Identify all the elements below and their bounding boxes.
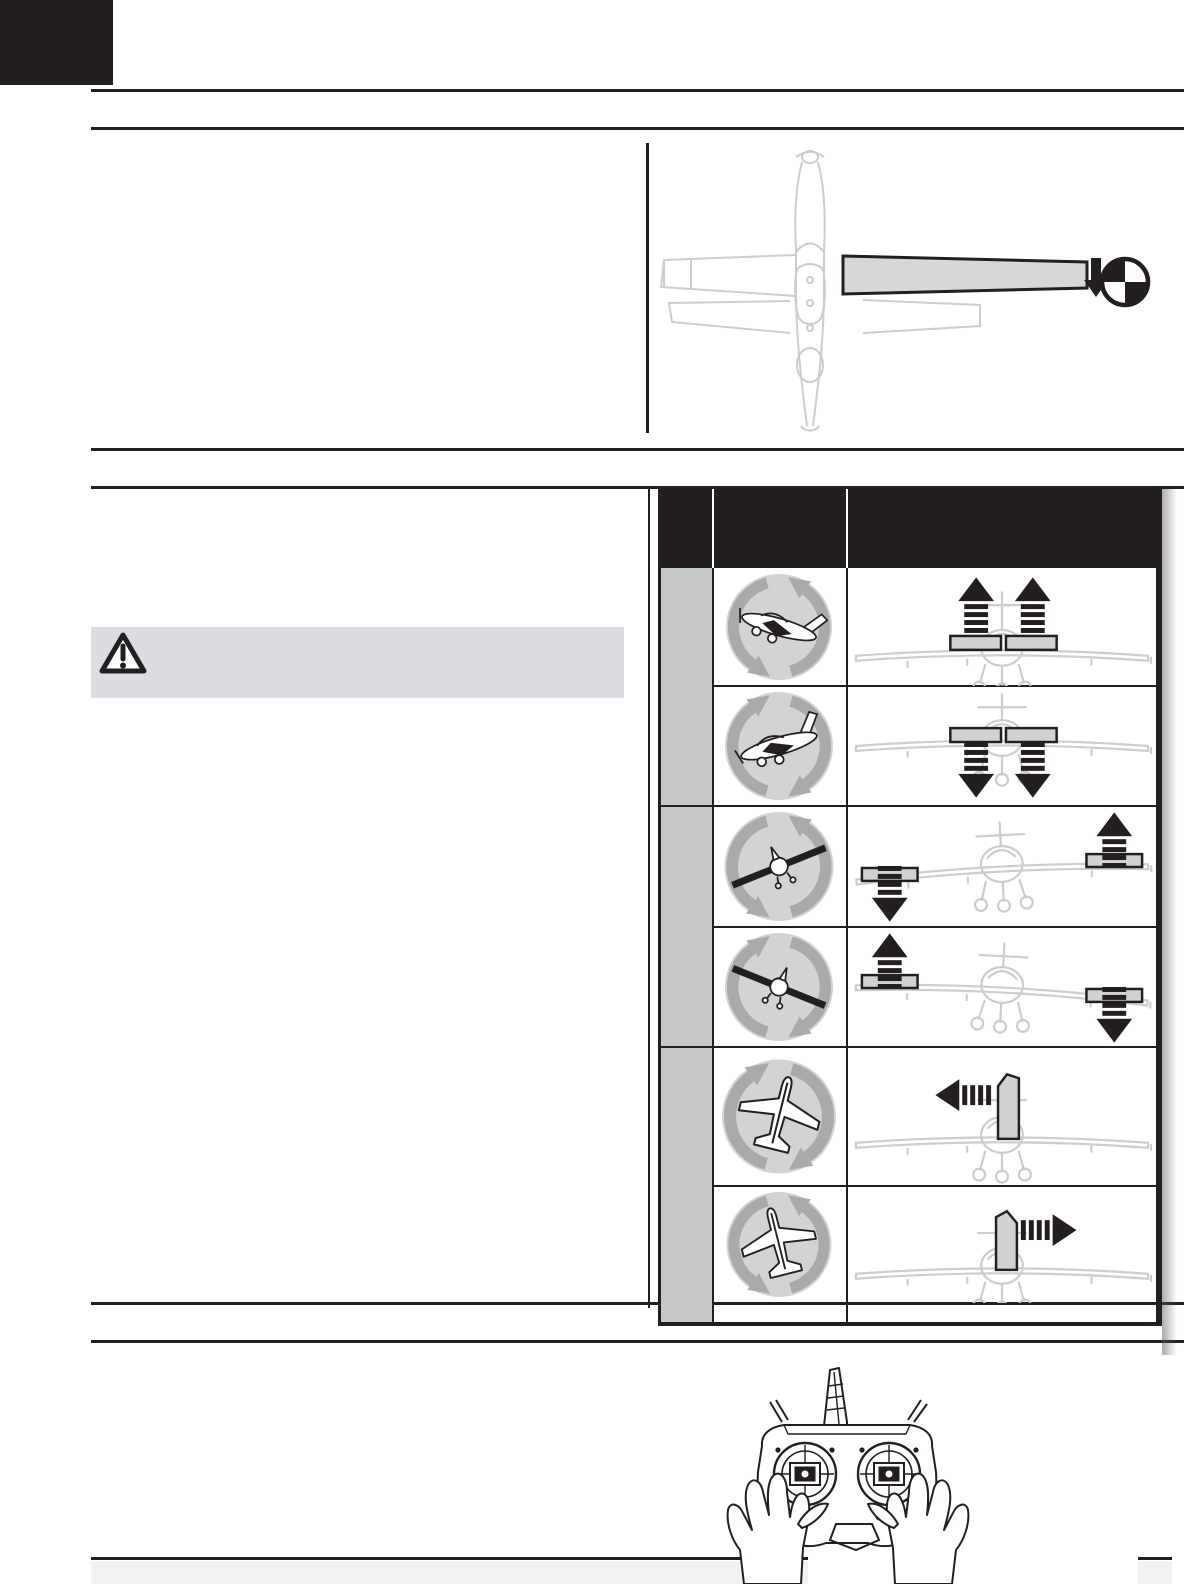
warning-box	[91, 627, 624, 698]
section-rule	[91, 1340, 1184, 1343]
rotation-cw-icon	[712, 1047, 846, 1186]
table-border-left	[658, 568, 661, 1326]
rotation-ccw-icon	[712, 806, 846, 927]
rotation-cw-icon	[712, 686, 846, 806]
header-separator	[712, 489, 714, 568]
control-row-yaw-left	[848, 1047, 1156, 1186]
control-row-roll-left	[848, 927, 1156, 1047]
page-number-block	[0, 0, 113, 85]
hands-holding-transmitter	[700, 1352, 1140, 1584]
section-rule	[91, 448, 1184, 451]
rotation-ccw-icon	[712, 1186, 846, 1303]
airplane-top-view	[646, 140, 1184, 435]
table-header-row	[658, 489, 1162, 568]
label-column	[661, 568, 712, 1322]
section-rule	[91, 89, 1184, 92]
table-border-bottom	[658, 1322, 1162, 1326]
cg-symbol-icon	[1102, 259, 1148, 305]
column-divider	[648, 489, 650, 1308]
warning-triangle-icon	[99, 631, 147, 675]
header-separator	[846, 489, 848, 568]
control-row-roll-right	[848, 806, 1156, 927]
control-row-pitch-down	[848, 686, 1156, 806]
control-row-yaw-right	[848, 1186, 1156, 1303]
rotation-ccw-icon	[712, 568, 846, 686]
control-row-pitch-up	[848, 568, 1156, 686]
section-rule	[91, 127, 1184, 130]
page-edge-shadow	[1162, 489, 1177, 1355]
rotation-cw-icon	[712, 927, 846, 1047]
